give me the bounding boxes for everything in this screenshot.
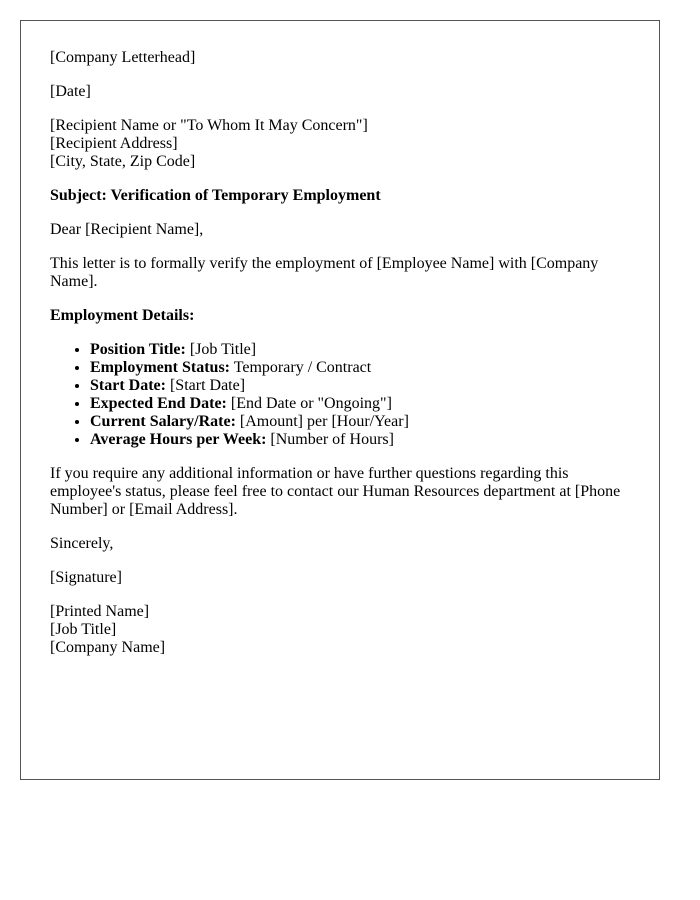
detail-end-date: [90, 395, 635, 413]
letter-greeting: Dear [Recipient Name],: [50, 221, 204, 238]
detail-label: Start Date:: [90, 377, 166, 394]
detail-label: Average Hours per Week:: [90, 431, 267, 448]
signer-printed-name: [Printed Name]: [50, 603, 150, 620]
recipient-name: [Recipient Name or "To Whom It May Concern"]: [50, 117, 368, 134]
letter-page: [20, 20, 660, 780]
detail-employment-status: [90, 359, 635, 377]
company-letterhead: [Company Letterhead]: [50, 49, 196, 66]
detail-value: [Number of Hours]: [266, 431, 394, 448]
employment-details-list: [50, 341, 635, 449]
letter-subject: Subject: Verification of Temporary Employment: [50, 187, 381, 204]
signer-block: [50, 603, 635, 657]
detail-value: [Start Date]: [165, 377, 246, 394]
detail-label: Expected End Date:: [90, 395, 227, 412]
recipient-city: [City, State, Zip Code]: [50, 153, 196, 170]
detail-start-date: [90, 377, 635, 395]
detail-label: Current Salary/Rate:: [90, 413, 236, 430]
signature: [Signature]: [50, 569, 122, 586]
detail-value: [End Date or "Ongoing"]: [226, 395, 392, 412]
recipient-block: [50, 117, 635, 171]
letter-intro: This letter is to formally verify the employment of [Employee Name] with [Company Name].: [50, 255, 599, 290]
letter-date: [Date]: [50, 83, 91, 100]
detail-value: [Job Title]: [185, 341, 257, 358]
detail-position-title: [90, 341, 635, 359]
detail-label: Position Title:: [90, 341, 186, 358]
closing-paragraph: If you require any additional information or have further questions regarding this employee's status, please feel free to contact our Human Resources department at [Phone Number] or [Email Address].: [50, 465, 621, 518]
detail-value: [Amount] per [Hour/Year]: [235, 413, 409, 430]
detail-salary-rate: [90, 413, 635, 431]
detail-value: Temporary / Contract: [230, 359, 372, 376]
signer-job-title: [Job Title]: [50, 621, 117, 638]
detail-hours-per-week: [90, 431, 635, 449]
recipient-address: [Recipient Address]: [50, 135, 178, 152]
signer-company: [Company Name]: [50, 639, 166, 656]
letter-signoff: Sincerely,: [50, 535, 114, 552]
details-heading: Employment Details:: [50, 307, 195, 324]
letter-body: [50, 49, 635, 673]
detail-label: Employment Status:: [90, 359, 231, 376]
